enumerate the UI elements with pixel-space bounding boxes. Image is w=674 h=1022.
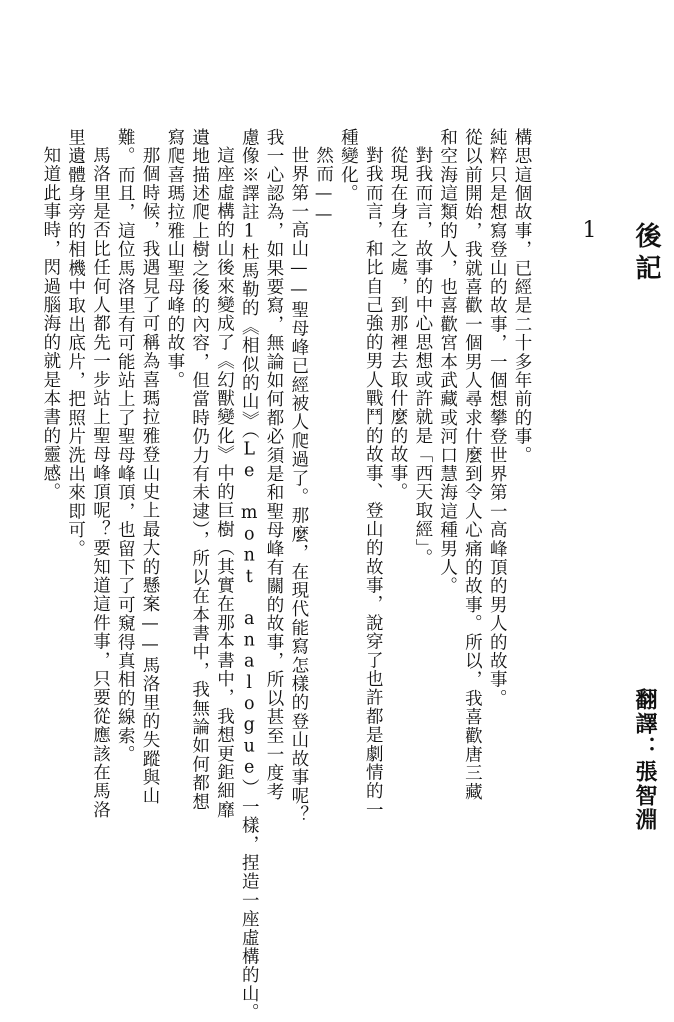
text-line: 從現在身在之處，到那裡去取什麼的故事。 [388, 146, 409, 502]
text-line: 知道此事時，閃過腦海的就是本書的靈感。 [40, 146, 61, 502]
chapter-number: 1 [577, 218, 602, 243]
text-line: 馬洛里是否比任何人都先一步站上聖母峰頂呢？要知道這件事，只要從應該在馬洛 [90, 146, 111, 820]
text-line: 從以前開始，我就喜歡一個男人尋求什麼到令人心痛的故事。所以，我喜歡唐三藏 [462, 128, 483, 802]
text-line: 遺地描述爬上樹之後的內容，但當時仍力有未逮），所以在本書中，我無論如何都想 [189, 128, 210, 812]
text-line: 純粹只是想寫登山的故事，一個想攀登世界第一高峰頂的男人的故事。 [487, 128, 508, 708]
text-line: 這座虛構的山後來變成了《幻獸變化》中的巨樹（其實在那本書中，我想更鉅細靡 [214, 146, 235, 820]
text-line: 我一心認為，如果要寫，無論如何都必須是和聖母峰有關的故事，所以甚至一度考 [264, 128, 285, 802]
text-line: 種變化。 [338, 128, 359, 203]
text-line: 世界第一高山——聖母峰已經被人爬過了。那麼，在現代能寫怎樣的登山故事呢？ [288, 146, 309, 825]
text-line: 然而—— [313, 146, 334, 226]
page-title: 後記 [631, 222, 661, 286]
text-line: 那個時候，我遇見了可稱為喜瑪拉雅登山史上最大的懸案——馬洛里的失蹤與山 [140, 146, 161, 806]
text-line: 對我而言，故事的中心思想或許就是「西天取經」。 [412, 146, 433, 568]
body-text [38, 128, 534, 1022]
text-line: 構思這個故事，已經是二十多年前的事。 [512, 128, 532, 465]
text-line: 和空海這類的人，也喜歡宮本武藏或河口慧海這種男人。 [437, 128, 458, 596]
text-line: 對我而言，和比自己強的男人戰鬥的故事、登山的故事，說穿了也許都是劇情的一 [363, 146, 384, 820]
text-line: 里遺體身旁的相機中取出底片，把照片洗出來即可。 [65, 128, 86, 559]
text-line: 難。而且，這位馬洛里有可能站上了聖母峰頂，也留下了可窺得真相的線索。 [115, 128, 136, 764]
text-line: 慮像※譯註1杜馬勒的《相似的山》（Le mont analogue）一樣，捏造一座虛構的山。 [239, 128, 260, 1022]
translator-credit: 翻譯：張智淵 [632, 688, 658, 832]
text-line: 寫爬喜瑪拉雅山聖母峰的故事。 [164, 128, 185, 390]
